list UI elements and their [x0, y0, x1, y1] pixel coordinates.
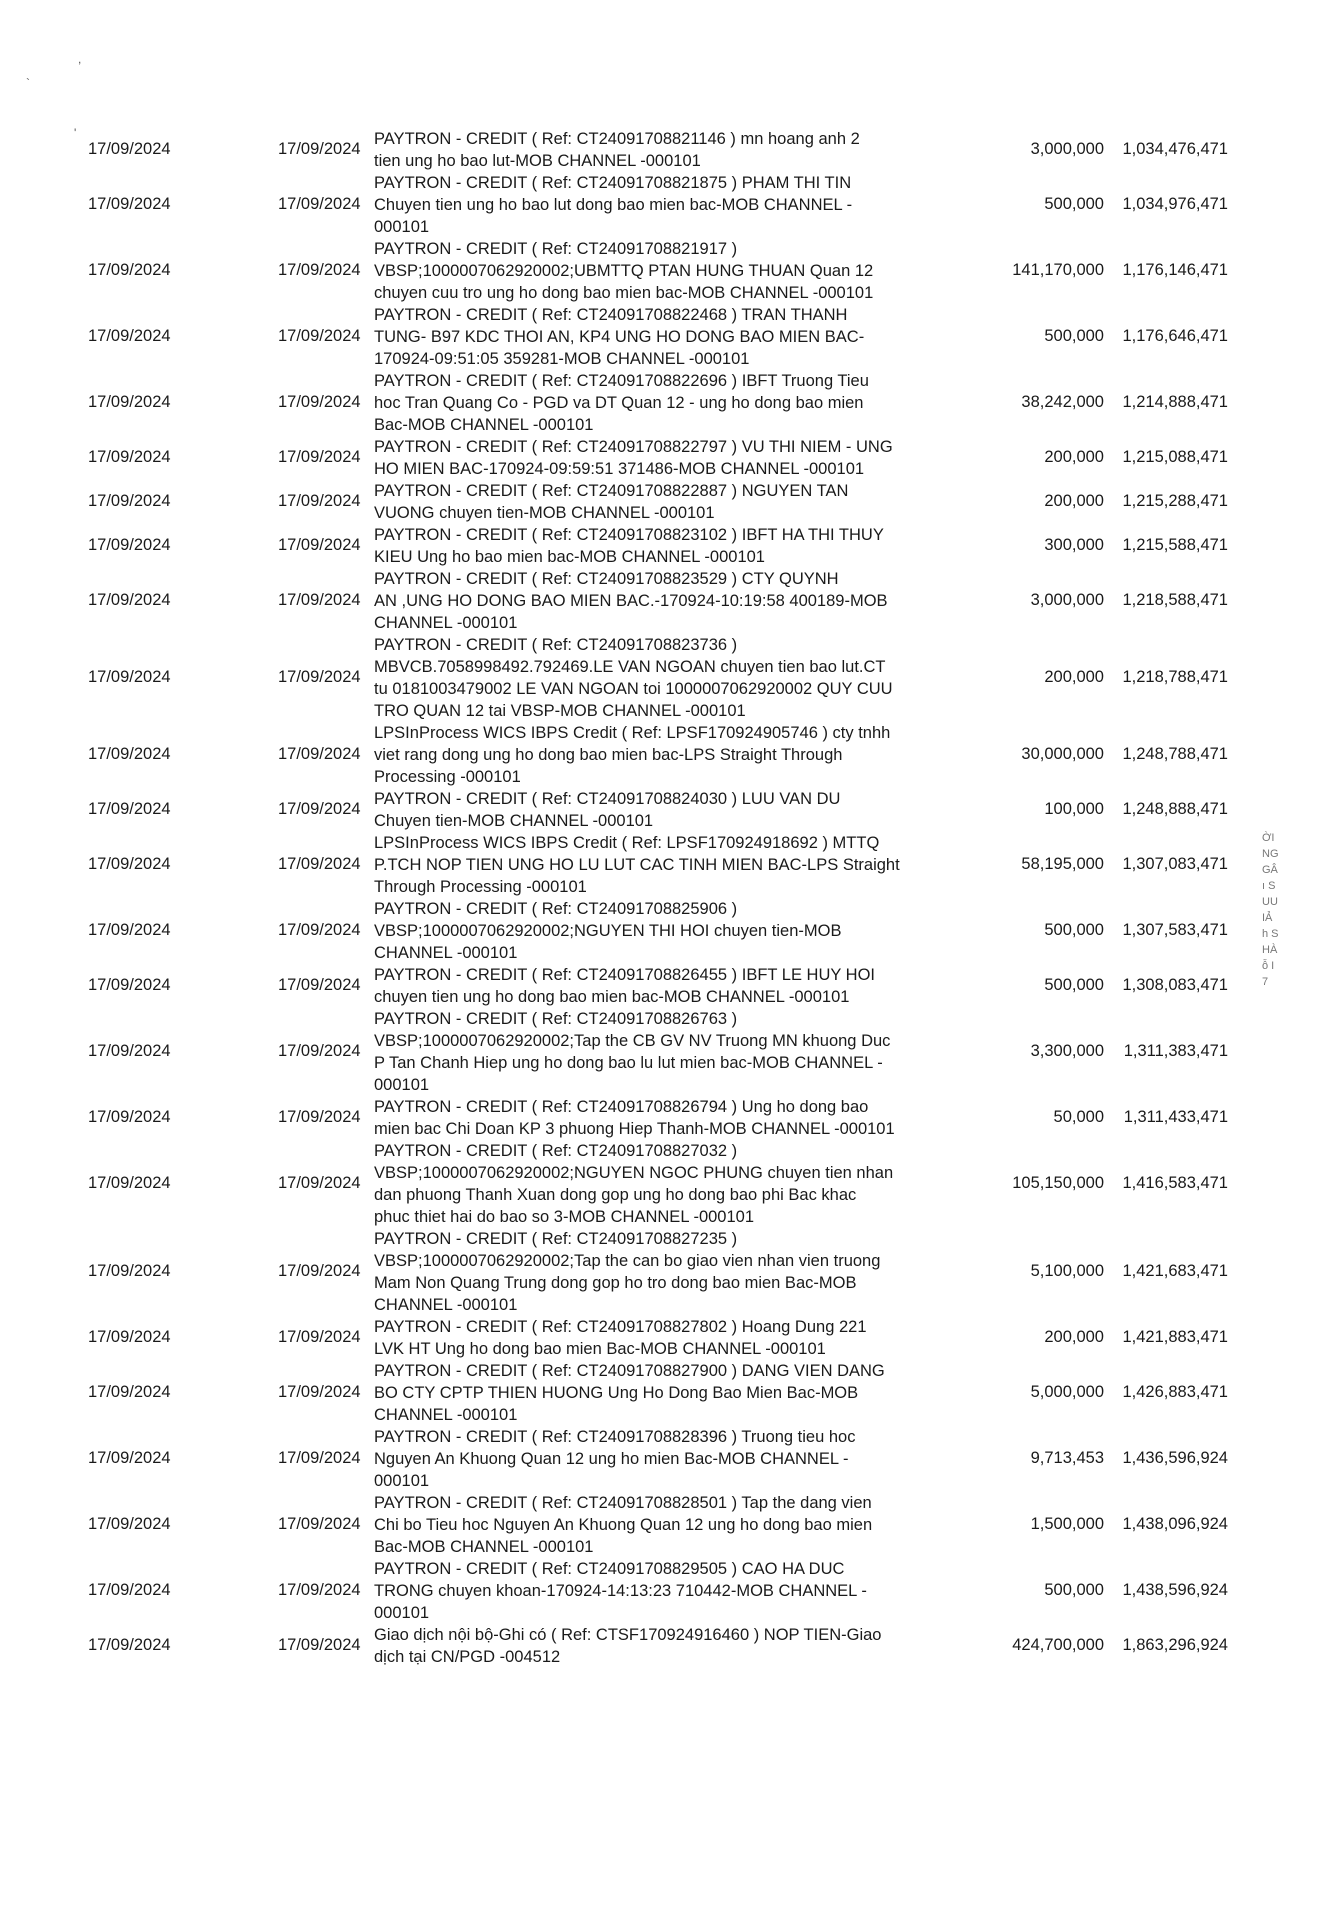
transaction-description — [374, 897, 904, 964]
value-date: 17/09/2024 — [278, 1382, 361, 1401]
transaction-date: 17/09/2024 — [88, 194, 171, 213]
running-balance: 1,421,883,471 — [1122, 1327, 1228, 1346]
description-line: tien ung ho bao lut-MOB CHANNEL -000101 — [374, 152, 701, 170]
transaction-description — [374, 831, 904, 898]
table-row — [0, 721, 1341, 787]
running-balance: 1,863,296,924 — [1122, 1635, 1228, 1654]
value-date: 17/09/2024 — [278, 535, 361, 554]
table-row — [0, 633, 1341, 721]
description-line: VUONG chuyen tien-MOB CHANNEL -000101 — [374, 504, 715, 522]
transaction-date: 17/09/2024 — [88, 975, 171, 994]
table-row — [0, 1557, 1341, 1623]
transaction-date: 17/09/2024 — [88, 1327, 171, 1346]
table-row — [0, 1095, 1341, 1139]
description-line: AN ,UNG HO DONG BAO MIEN BAC.-170924-10:19:58 400189-MOB — [374, 592, 888, 610]
running-balance: 1,176,146,471 — [1122, 260, 1228, 279]
value-date: 17/09/2024 — [278, 667, 361, 686]
running-balance: 1,214,888,471 — [1122, 392, 1228, 411]
running-balance: 1,426,883,471 — [1122, 1382, 1228, 1401]
transaction-description — [374, 369, 904, 436]
credit-amount: 9,713,453 — [1030, 1448, 1104, 1467]
description-line: Chi bo Tieu hoc Nguyen An Khuong Quan 12 ung ho dong bao mien — [374, 1516, 873, 1534]
description-line: PAYTRON - CREDIT ( Ref: CT24091708824030 ) LUU VAN DU — [374, 790, 841, 808]
description-line: P.TCH NOP TIEN UNG HO LU LUT CAC TINH MIEN BAC-LPS Straight — [374, 856, 900, 874]
description-line: LVK HT Ung ho dong bao mien Bac-MOB CHANNEL -000101 — [374, 1340, 826, 1358]
value-date: 17/09/2024 — [278, 1448, 361, 1467]
description-line: TRO QUAN 12 tai VBSP-MOB CHANNEL -000101 — [374, 702, 746, 720]
transaction-description — [374, 171, 904, 238]
description-line: PAYTRON - CREDIT ( Ref: CT24091708828396 ) Truong tieu hoc — [374, 1428, 856, 1446]
transaction-date: 17/09/2024 — [88, 1261, 171, 1280]
transaction-date: 17/09/2024 — [88, 1580, 171, 1599]
margin-scan-fragment — [1262, 830, 1322, 990]
transaction-description — [374, 1359, 904, 1426]
description-line: Chuyen tien-MOB CHANNEL -000101 — [374, 812, 654, 830]
description-line: VBSP;1000007062920002;NGUYEN NGOC PHUNG chuyen tien nhan — [374, 1164, 894, 1182]
description-line: PAYTRON - CREDIT ( Ref: CT24091708828501 ) Tap the dang vien — [374, 1494, 872, 1512]
running-balance: 1,215,588,471 — [1122, 535, 1228, 554]
description-line: VBSP;1000007062920002;Tap the can bo giao vien nhan vien truong — [374, 1252, 881, 1270]
value-date: 17/09/2024 — [278, 1261, 361, 1280]
scan-speck: , — [78, 52, 82, 66]
table-row — [0, 303, 1341, 369]
transaction-date: 17/09/2024 — [88, 392, 171, 411]
transaction-description — [374, 303, 904, 370]
credit-amount: 200,000 — [1044, 1327, 1104, 1346]
credit-amount: 424,700,000 — [1012, 1635, 1104, 1654]
description-line: hoc Tran Quang Co - PGD va DT Quan 12 - ung ho dong bao mien — [374, 394, 864, 412]
description-line: PAYTRON - CREDIT ( Ref: CT24091708823529 ) CTY QUYNH — [374, 570, 839, 588]
credit-amount: 38,242,000 — [1021, 392, 1104, 411]
credit-amount: 300,000 — [1044, 535, 1104, 554]
credit-amount: 500,000 — [1044, 194, 1104, 213]
transaction-date: 17/09/2024 — [88, 744, 171, 763]
credit-amount: 30,000,000 — [1021, 744, 1104, 763]
credit-amount: 58,195,000 — [1021, 854, 1104, 873]
description-line: PAYTRON - CREDIT ( Ref: CT24091708827235 ) — [374, 1230, 738, 1248]
transaction-date: 17/09/2024 — [88, 1514, 171, 1533]
value-date: 17/09/2024 — [278, 447, 361, 466]
value-date: 17/09/2024 — [278, 1635, 361, 1654]
running-balance: 1,311,433,471 — [1123, 1107, 1228, 1126]
description-line: CHANNEL -000101 — [374, 614, 518, 632]
description-line: dịch tại CN/PGD -004512 — [374, 1648, 561, 1666]
transaction-date: 17/09/2024 — [88, 139, 171, 158]
transaction-date: 17/09/2024 — [88, 535, 171, 554]
description-line: 000101 — [374, 218, 430, 236]
transaction-date: 17/09/2024 — [88, 854, 171, 873]
transaction-date: 17/09/2024 — [88, 590, 171, 609]
description-line: PAYTRON - CREDIT ( Ref: CT24091708826763 ) — [374, 1010, 738, 1028]
description-line: Mam Non Quang Trung dong gop ho tro dong bao mien Bac-MOB — [374, 1274, 857, 1292]
description-line: PAYTRON - CREDIT ( Ref: CT24091708823736 ) — [374, 636, 738, 654]
description-line: PAYTRON - CREDIT ( Ref: CT24091708821146 ) mn hoang anh 2 — [374, 130, 860, 148]
table-row — [0, 787, 1341, 831]
transaction-date: 17/09/2024 — [88, 326, 171, 345]
transaction-description — [374, 721, 904, 788]
running-balance: 1,438,096,924 — [1122, 1514, 1228, 1533]
transaction-description — [374, 1623, 904, 1668]
credit-amount: 500,000 — [1044, 326, 1104, 345]
value-date: 17/09/2024 — [278, 1327, 361, 1346]
transaction-date: 17/09/2024 — [88, 491, 171, 510]
description-line: CHANNEL -000101 — [374, 1406, 518, 1424]
value-date: 17/09/2024 — [278, 1580, 361, 1599]
margin-scan-glyph: UU — [1262, 896, 1278, 908]
transaction-description — [374, 479, 904, 524]
running-balance: 1,218,788,471 — [1122, 667, 1228, 686]
description-line: PAYTRON - CREDIT ( Ref: CT24091708822696 ) IBFT Truong Tieu — [374, 372, 869, 390]
transaction-date: 17/09/2024 — [88, 799, 171, 818]
transaction-description — [374, 1491, 904, 1558]
description-line: BO CTY CPTP THIEN HUONG Ung Ho Dong Bao Mien Bac-MOB — [374, 1384, 859, 1402]
transaction-date: 17/09/2024 — [88, 920, 171, 939]
transaction-date: 17/09/2024 — [88, 447, 171, 466]
description-line: TUNG- B97 KDC THOI AN, KP4 UNG HO DONG BAO MIEN BAC- — [374, 328, 865, 346]
value-date: 17/09/2024 — [278, 194, 361, 213]
description-line: Giao dịch nội bộ-Ghi có ( Ref: CTSF170924916460 ) NOP TIEN-Giao — [374, 1626, 882, 1644]
description-line: LPSInProcess WICS IBPS Credit ( Ref: LPSF170924905746 ) cty tnhh — [374, 724, 891, 742]
table-row — [0, 1315, 1341, 1359]
table-row — [0, 1007, 1341, 1095]
transaction-description — [374, 435, 904, 480]
running-balance: 1,218,588,471 — [1122, 590, 1228, 609]
margin-scan-glyph: ı S — [1262, 880, 1276, 892]
description-line: Bac-MOB CHANNEL -000101 — [374, 1538, 594, 1556]
transaction-description — [374, 237, 904, 304]
description-line: viet rang dong ung ho dong bao mien bac-LPS Straight Through — [374, 746, 843, 764]
table-row — [0, 567, 1341, 633]
value-date: 17/09/2024 — [278, 139, 361, 158]
credit-amount: 3,000,000 — [1030, 590, 1104, 609]
description-line: PAYTRON - CREDIT ( Ref: CT24091708827802 ) Hoang Dung 221 — [374, 1318, 867, 1336]
margin-scan-glyph: ỜI — [1262, 832, 1275, 844]
credit-amount: 3,000,000 — [1030, 139, 1104, 158]
running-balance: 1,248,788,471 — [1122, 744, 1228, 763]
transaction-description — [374, 127, 904, 172]
transaction-description — [374, 1095, 904, 1140]
credit-amount: 1,500,000 — [1030, 1514, 1104, 1533]
table-row — [0, 1359, 1341, 1425]
value-date: 17/09/2024 — [278, 590, 361, 609]
running-balance: 1,248,888,471 — [1122, 799, 1228, 818]
description-line: Through Processing -000101 — [374, 878, 587, 896]
description-line: VBSP;1000007062920002;UBMTTQ PTAN HUNG THUAN Quan 12 — [374, 262, 874, 280]
description-line: CHANNEL -000101 — [374, 944, 518, 962]
scan-speck: ' — [74, 126, 77, 140]
transaction-date: 17/09/2024 — [88, 1173, 171, 1192]
description-line: Chuyen tien ung ho bao lut dong bao mien bac-MOB CHANNEL - — [374, 196, 853, 214]
transaction-description — [374, 1425, 904, 1492]
table-row — [0, 171, 1341, 237]
description-line: PAYTRON - CREDIT ( Ref: CT24091708822797 ) VU THI NIEM - UNG — [374, 438, 893, 456]
description-line: PAYTRON - CREDIT ( Ref: CT24091708825906 ) — [374, 900, 738, 918]
running-balance: 1,034,476,471 — [1122, 139, 1228, 158]
transaction-description — [374, 567, 904, 634]
value-date: 17/09/2024 — [278, 1107, 361, 1126]
transaction-description — [374, 1139, 904, 1228]
margin-scan-glyph: ỗ I — [1262, 960, 1275, 972]
margin-scan-glyph: HÀ — [1262, 944, 1278, 956]
description-line: TRONG chuyen khoan-170924-14:13:23 710442-MOB CHANNEL - — [374, 1582, 867, 1600]
running-balance: 1,421,683,471 — [1122, 1261, 1228, 1280]
description-line: PAYTRON - CREDIT ( Ref: CT24091708826455 ) IBFT LE HUY HOI — [374, 966, 875, 984]
credit-amount: 200,000 — [1044, 447, 1104, 466]
description-line: chuyen tien ung ho dong bao mien bac-MOB CHANNEL -000101 — [374, 988, 850, 1006]
transaction-description — [374, 1315, 904, 1360]
description-line: dan phuong Thanh Xuan dong gop ung ho dong bao phi Bac khac — [374, 1186, 857, 1204]
value-date: 17/09/2024 — [278, 326, 361, 345]
running-balance: 1,176,646,471 — [1122, 326, 1228, 345]
description-line: mien bac Chi Doan KP 3 phuong Hiep Thanh-MOB CHANNEL -000101 — [374, 1120, 895, 1138]
description-line: tu 0181003479002 LE VAN NGOAN toi 1000007062920002 QUY CUU — [374, 680, 893, 698]
transaction-date: 17/09/2024 — [88, 260, 171, 279]
description-line: LPSInProcess WICS IBPS Credit ( Ref: LPSF170924918692 ) MTTQ — [374, 834, 880, 852]
table-row — [0, 523, 1341, 567]
running-balance: 1,416,583,471 — [1122, 1173, 1228, 1192]
transaction-date: 17/09/2024 — [88, 1448, 171, 1467]
transaction-description — [374, 523, 904, 568]
running-balance: 1,311,383,471 — [1123, 1041, 1228, 1060]
running-balance: 1,438,596,924 — [1122, 1580, 1228, 1599]
credit-amount: 200,000 — [1044, 491, 1104, 510]
value-date: 17/09/2024 — [278, 920, 361, 939]
credit-amount: 500,000 — [1044, 920, 1104, 939]
description-line: PAYTRON - CREDIT ( Ref: CT24091708821875 ) PHAM THI TIN — [374, 174, 852, 192]
value-date: 17/09/2024 — [278, 1514, 361, 1533]
description-line: 170924-09:51:05 359281-MOB CHANNEL -000101 — [374, 350, 750, 368]
value-date: 17/09/2024 — [278, 260, 361, 279]
value-date: 17/09/2024 — [278, 854, 361, 873]
margin-scan-glyph: GÂ — [1262, 864, 1278, 876]
description-line: 000101 — [374, 1472, 430, 1490]
transaction-date: 17/09/2024 — [88, 1107, 171, 1126]
transaction-date: 17/09/2024 — [88, 667, 171, 686]
running-balance: 1,308,083,471 — [1122, 975, 1228, 994]
running-balance: 1,307,083,471 — [1122, 854, 1228, 873]
transaction-description — [374, 1007, 904, 1096]
credit-amount: 100,000 — [1044, 799, 1104, 818]
value-date: 17/09/2024 — [278, 1173, 361, 1192]
description-line: chuyen cuu tro ung ho dong bao mien bac-MOB CHANNEL -000101 — [374, 284, 874, 302]
description-line: Processing -000101 — [374, 768, 521, 786]
transaction-ledger — [0, 127, 1341, 1667]
table-row — [0, 1491, 1341, 1557]
table-row — [0, 237, 1341, 303]
transaction-description — [374, 963, 904, 1008]
description-line: PAYTRON - CREDIT ( Ref: CT24091708829505 ) CAO HA DUC — [374, 1560, 845, 1578]
table-row — [0, 1425, 1341, 1491]
table-row — [0, 897, 1341, 963]
description-line: Bac-MOB CHANNEL -000101 — [374, 416, 594, 434]
scan-speck: ` — [26, 76, 30, 90]
margin-scan-glyph: h S — [1262, 928, 1279, 940]
value-date: 17/09/2024 — [278, 799, 361, 818]
description-line: VBSP;1000007062920002;NGUYEN THI HOI chuyen tien-MOB — [374, 922, 842, 940]
transaction-date: 17/09/2024 — [88, 1635, 171, 1654]
description-line: P Tan Chanh Hiep ung ho dong bao lu lut mien bac-MOB CHANNEL - — [374, 1054, 883, 1072]
credit-amount: 500,000 — [1044, 975, 1104, 994]
table-row — [0, 369, 1341, 435]
running-balance: 1,215,288,471 — [1122, 491, 1228, 510]
table-row — [0, 479, 1341, 523]
transaction-description — [374, 1227, 904, 1316]
running-balance: 1,034,976,471 — [1122, 194, 1228, 213]
running-balance: 1,436,596,924 — [1122, 1448, 1228, 1467]
description-line: phuc thiet hai do bao so 3-MOB CHANNEL -000101 — [374, 1208, 755, 1226]
table-row — [0, 435, 1341, 479]
running-balance: 1,307,583,471 — [1122, 920, 1228, 939]
table-row — [0, 127, 1341, 171]
margin-scan-glyph: NG — [1262, 848, 1279, 860]
table-row — [0, 963, 1341, 1007]
table-row — [0, 1623, 1341, 1667]
description-line: KIEU Ung ho bao mien bac-MOB CHANNEL -000101 — [374, 548, 765, 566]
description-line: PAYTRON - CREDIT ( Ref: CT24091708822887 ) NGUYEN TAN — [374, 482, 849, 500]
transaction-description — [374, 1557, 904, 1624]
description-line: PAYTRON - CREDIT ( Ref: CT24091708823102 ) IBFT HA THI THUY — [374, 526, 884, 544]
description-line: 000101 — [374, 1076, 430, 1094]
table-row — [0, 831, 1341, 897]
value-date: 17/09/2024 — [278, 975, 361, 994]
value-date: 17/09/2024 — [278, 744, 361, 763]
credit-amount: 500,000 — [1044, 1580, 1104, 1599]
description-line: Nguyen An Khuong Quan 12 ung ho mien Bac-MOB CHANNEL - — [374, 1450, 849, 1468]
credit-amount: 3,300,000 — [1030, 1041, 1104, 1060]
credit-amount: 5,000,000 — [1030, 1382, 1104, 1401]
credit-amount: 50,000 — [1053, 1107, 1104, 1126]
description-line: PAYTRON - CREDIT ( Ref: CT24091708827900 ) DANG VIEN DANG — [374, 1362, 885, 1380]
value-date: 17/09/2024 — [278, 392, 361, 411]
description-line: 000101 — [374, 1604, 430, 1622]
running-balance: 1,215,088,471 — [1122, 447, 1228, 466]
value-date: 17/09/2024 — [278, 1041, 361, 1060]
description-line: PAYTRON - CREDIT ( Ref: CT24091708827032 ) — [374, 1142, 738, 1160]
description-line: MBVCB.7058998492.792469.LE VAN NGOAN chuyen tien bao lut.CT — [374, 658, 886, 676]
table-row — [0, 1139, 1341, 1227]
credit-amount: 5,100,000 — [1030, 1261, 1104, 1280]
transaction-date: 17/09/2024 — [88, 1041, 171, 1060]
description-line: PAYTRON - CREDIT ( Ref: CT24091708826794 ) Ung ho dong bao — [374, 1098, 869, 1116]
margin-scan-glyph: 7 — [1262, 976, 1269, 988]
transaction-description — [374, 787, 904, 832]
transaction-date: 17/09/2024 — [88, 1382, 171, 1401]
description-line: PAYTRON - CREDIT ( Ref: CT24091708822468 ) TRAN THANH — [374, 306, 848, 324]
description-line: HO MIEN BAC-170924-09:59:51 371486-MOB CHANNEL -000101 — [374, 460, 865, 478]
table-row — [0, 1227, 1341, 1315]
transaction-description — [374, 633, 904, 722]
credit-amount: 200,000 — [1044, 667, 1104, 686]
credit-amount: 141,170,000 — [1012, 260, 1104, 279]
margin-scan-glyph: IẢ — [1262, 912, 1273, 924]
description-line: CHANNEL -000101 — [374, 1296, 518, 1314]
credit-amount: 105,150,000 — [1012, 1173, 1104, 1192]
description-line: VBSP;1000007062920002;Tap the CB GV NV Truong MN khuong Duc — [374, 1032, 891, 1050]
value-date: 17/09/2024 — [278, 491, 361, 510]
description-line: PAYTRON - CREDIT ( Ref: CT24091708821917 ) — [374, 240, 738, 258]
